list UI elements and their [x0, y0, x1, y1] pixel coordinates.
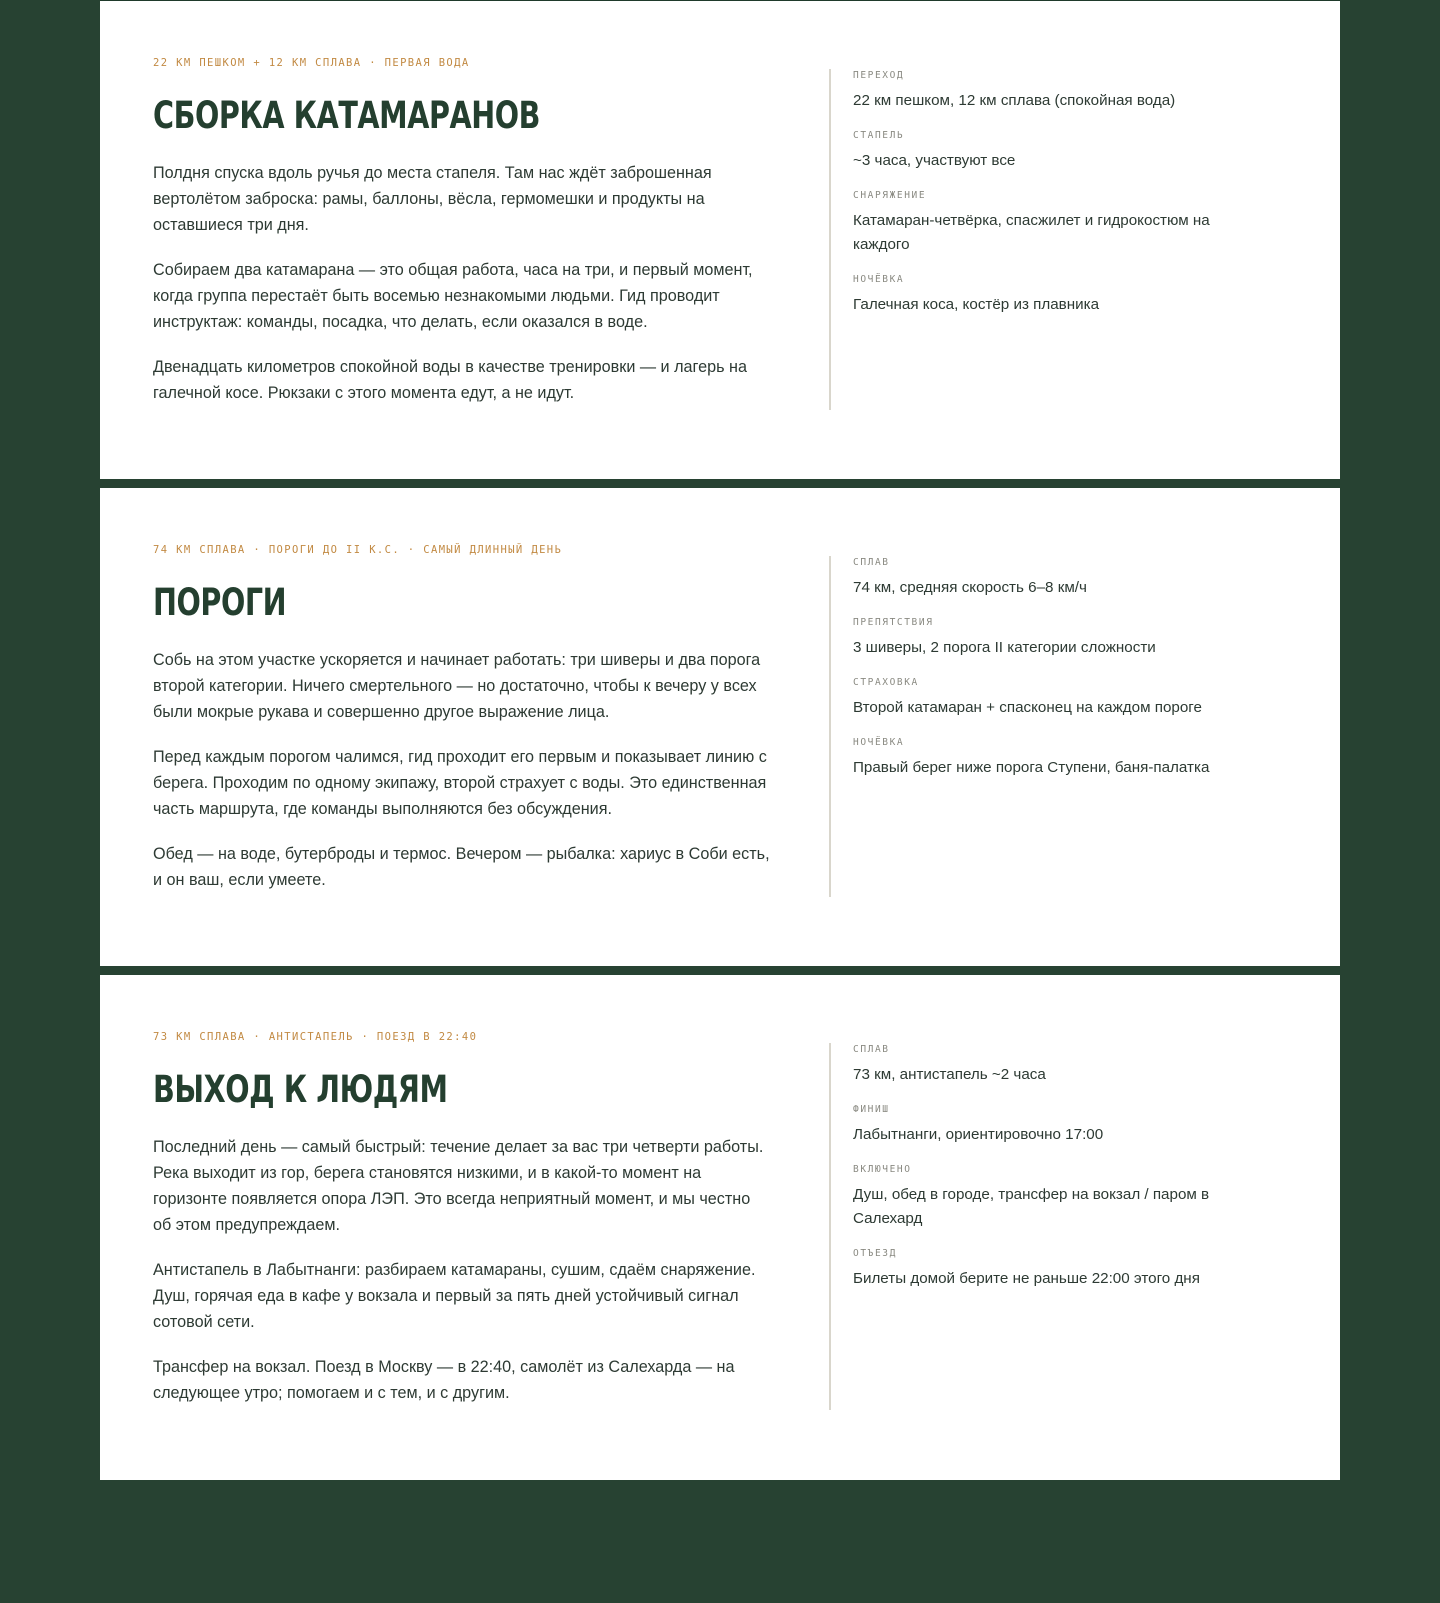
fact-label: СНАРЯЖЕНИЕ [853, 190, 927, 201]
fact-value: Второй катамаран + спасконец на каждом пороге [853, 699, 1202, 716]
day-paragraph: Трансфер на вокзал. Поезд в Москву — в 22:40, самолёт из Салехарда — на следующее утро; помогаем и с тем, и с другим. [153, 1358, 735, 1402]
fact-value: Билеты домой берите не раньше 22:00 этого дня [853, 1270, 1200, 1287]
day-facts [829, 556, 1229, 897]
fact-label: ПРЕПЯТСТВИЯ [853, 617, 934, 628]
fact-item [853, 1043, 1229, 1087]
day-kicker: 74 КМ СПЛАВА · ПОРОГИ ДО II К.С. · САМЫЙ ДЛИННЫЙ ДЕНЬ [153, 544, 563, 556]
day-paragraph: Последний день — самый быстрый: течение делает за вас три четверти работы. Река выходит из гор, берега становятся низкими, и в какой-то момент на горизонте появляется опора ЛЭП. Это всегда неприятный момент, и мы честно об этом предупреждаем. [153, 1138, 764, 1234]
fact-label: ФИНИШ [853, 1104, 890, 1115]
day-paragraph: Двенадцать километров спокойной воды в качестве тренировки — и лагерь на галечной косе. Рюкзаки с этого момента едут, а не идут. [153, 358, 747, 402]
day-paragraph: Перед каждым порогом чалимся, гид проходит его первым и показывает линию с берега. Проходим по одному экипажу, второй страхует с воды. Это единственная часть маршрута, где команды выполняются без обсуждения. [153, 748, 767, 818]
day-kicker: 22 КМ ПЕШКОМ + 12 КМ СПЛАВА · ПЕРВАЯ ВОДА [153, 57, 470, 69]
fact-item [853, 129, 1229, 173]
day-card [100, 0, 1340, 479]
fact-item [853, 676, 1229, 720]
fact-item [853, 69, 1229, 113]
fact-label: СТРАХОВКА [853, 677, 919, 688]
fact-item [853, 1163, 1229, 1231]
day-paragraphs [153, 1134, 773, 1406]
fact-item [853, 189, 1229, 257]
fact-value: ~3 часа, участвуют все [853, 152, 1016, 169]
fact-value: Галечная коса, костёр из плавника [853, 296, 1100, 313]
fact-label: ОТЪЕЗД [853, 1248, 897, 1259]
day-card [100, 488, 1340, 966]
fact-item [853, 616, 1229, 660]
day-description [153, 543, 773, 893]
fact-value: 73 км, антистапель ~2 часа [853, 1066, 1046, 1083]
day-paragraph: Полдня спуска вдоль ручья до места стапеля. Там нас ждёт заброшенная вертолётом заброска: рамы, баллоны, вёсла, гермомешки и продукты на оставшиеся три дня. [153, 164, 712, 234]
day-paragraph: Собираем два катамарана — это общая работа, часа на три, и первый момент, когда группа перестаёт быть восемью незнакомыми людьми. Гид проводит инструктаж: команды, посадка, что делать, если оказался в воде. [153, 261, 753, 331]
day-card [100, 975, 1340, 1480]
day-cards [100, 0, 1340, 1489]
fact-item [853, 556, 1229, 600]
fact-label: ВКЛЮЧЕНО [853, 1164, 912, 1175]
fact-value: Лабытнанги, ориентировочно 17:00 [853, 1126, 1104, 1143]
fact-value: Катамаран-четвёрка, спасжилет и гидрокостюм на каждого [853, 212, 1210, 253]
day-paragraph: Антистапель в Лабытнанги: разбираем катамараны, сушим, сдаём снаряжение. Душ, горячая еда в кафе у вокзала и первый за пять дней устойчивый сигнал сотовой сети. [153, 1261, 756, 1331]
fact-value: Душ, обед в городе, трансфер на вокзал / паром в Салехард [853, 1186, 1210, 1227]
day-title: ВЫХОД К ЛЮДЯМ [153, 1068, 448, 1111]
day-description [153, 56, 773, 406]
day-paragraphs [153, 647, 773, 893]
fact-item [853, 1247, 1229, 1291]
fact-item [853, 736, 1229, 780]
day-title: СБОРКА КАТАМАРАНОВ [153, 94, 541, 137]
fact-item [853, 1103, 1229, 1147]
fact-label: СТАПЕЛЬ [853, 130, 905, 141]
fact-label: НОЧЁВКА [853, 737, 905, 748]
fact-label: ПЕРЕХОД [853, 70, 905, 81]
day-facts [829, 69, 1229, 410]
fact-label: НОЧЁВКА [853, 274, 905, 285]
fact-value: 74 км, средняя скорость 6–8 км/ч [853, 579, 1087, 596]
day-facts [829, 1043, 1229, 1410]
day-paragraph: Собь на этом участке ускоряется и начинает работать: три шиверы и два порога второй категории. Ничего смертельного — но достаточно, чтобы к вечеру у всех были мокрые рукава и совершенно другое выражение лица. [153, 651, 761, 721]
fact-label: СПЛАВ [853, 557, 890, 568]
day-title: ПОРОГИ [153, 581, 287, 624]
fact-value: 22 км пешком, 12 км сплава (спокойная вода) [853, 92, 1176, 109]
fact-item [853, 273, 1229, 317]
day-paragraph: Обед — на воде, бутерброды и термос. Вечером — рыбалка: хариус в Соби есть, и он ваш, если умеете. [153, 845, 770, 889]
fact-value: Правый берег ниже порога Ступени, баня-палатка [853, 759, 1210, 776]
fact-value: 3 шиверы, 2 порога II категории сложности [853, 639, 1156, 656]
day-paragraphs [153, 160, 773, 406]
day-description [153, 1030, 773, 1406]
fact-label: СПЛАВ [853, 1044, 890, 1055]
day-kicker: 73 КМ СПЛАВА · АНТИСТАПЕЛЬ · ПОЕЗД В 22:40 [153, 1031, 478, 1043]
